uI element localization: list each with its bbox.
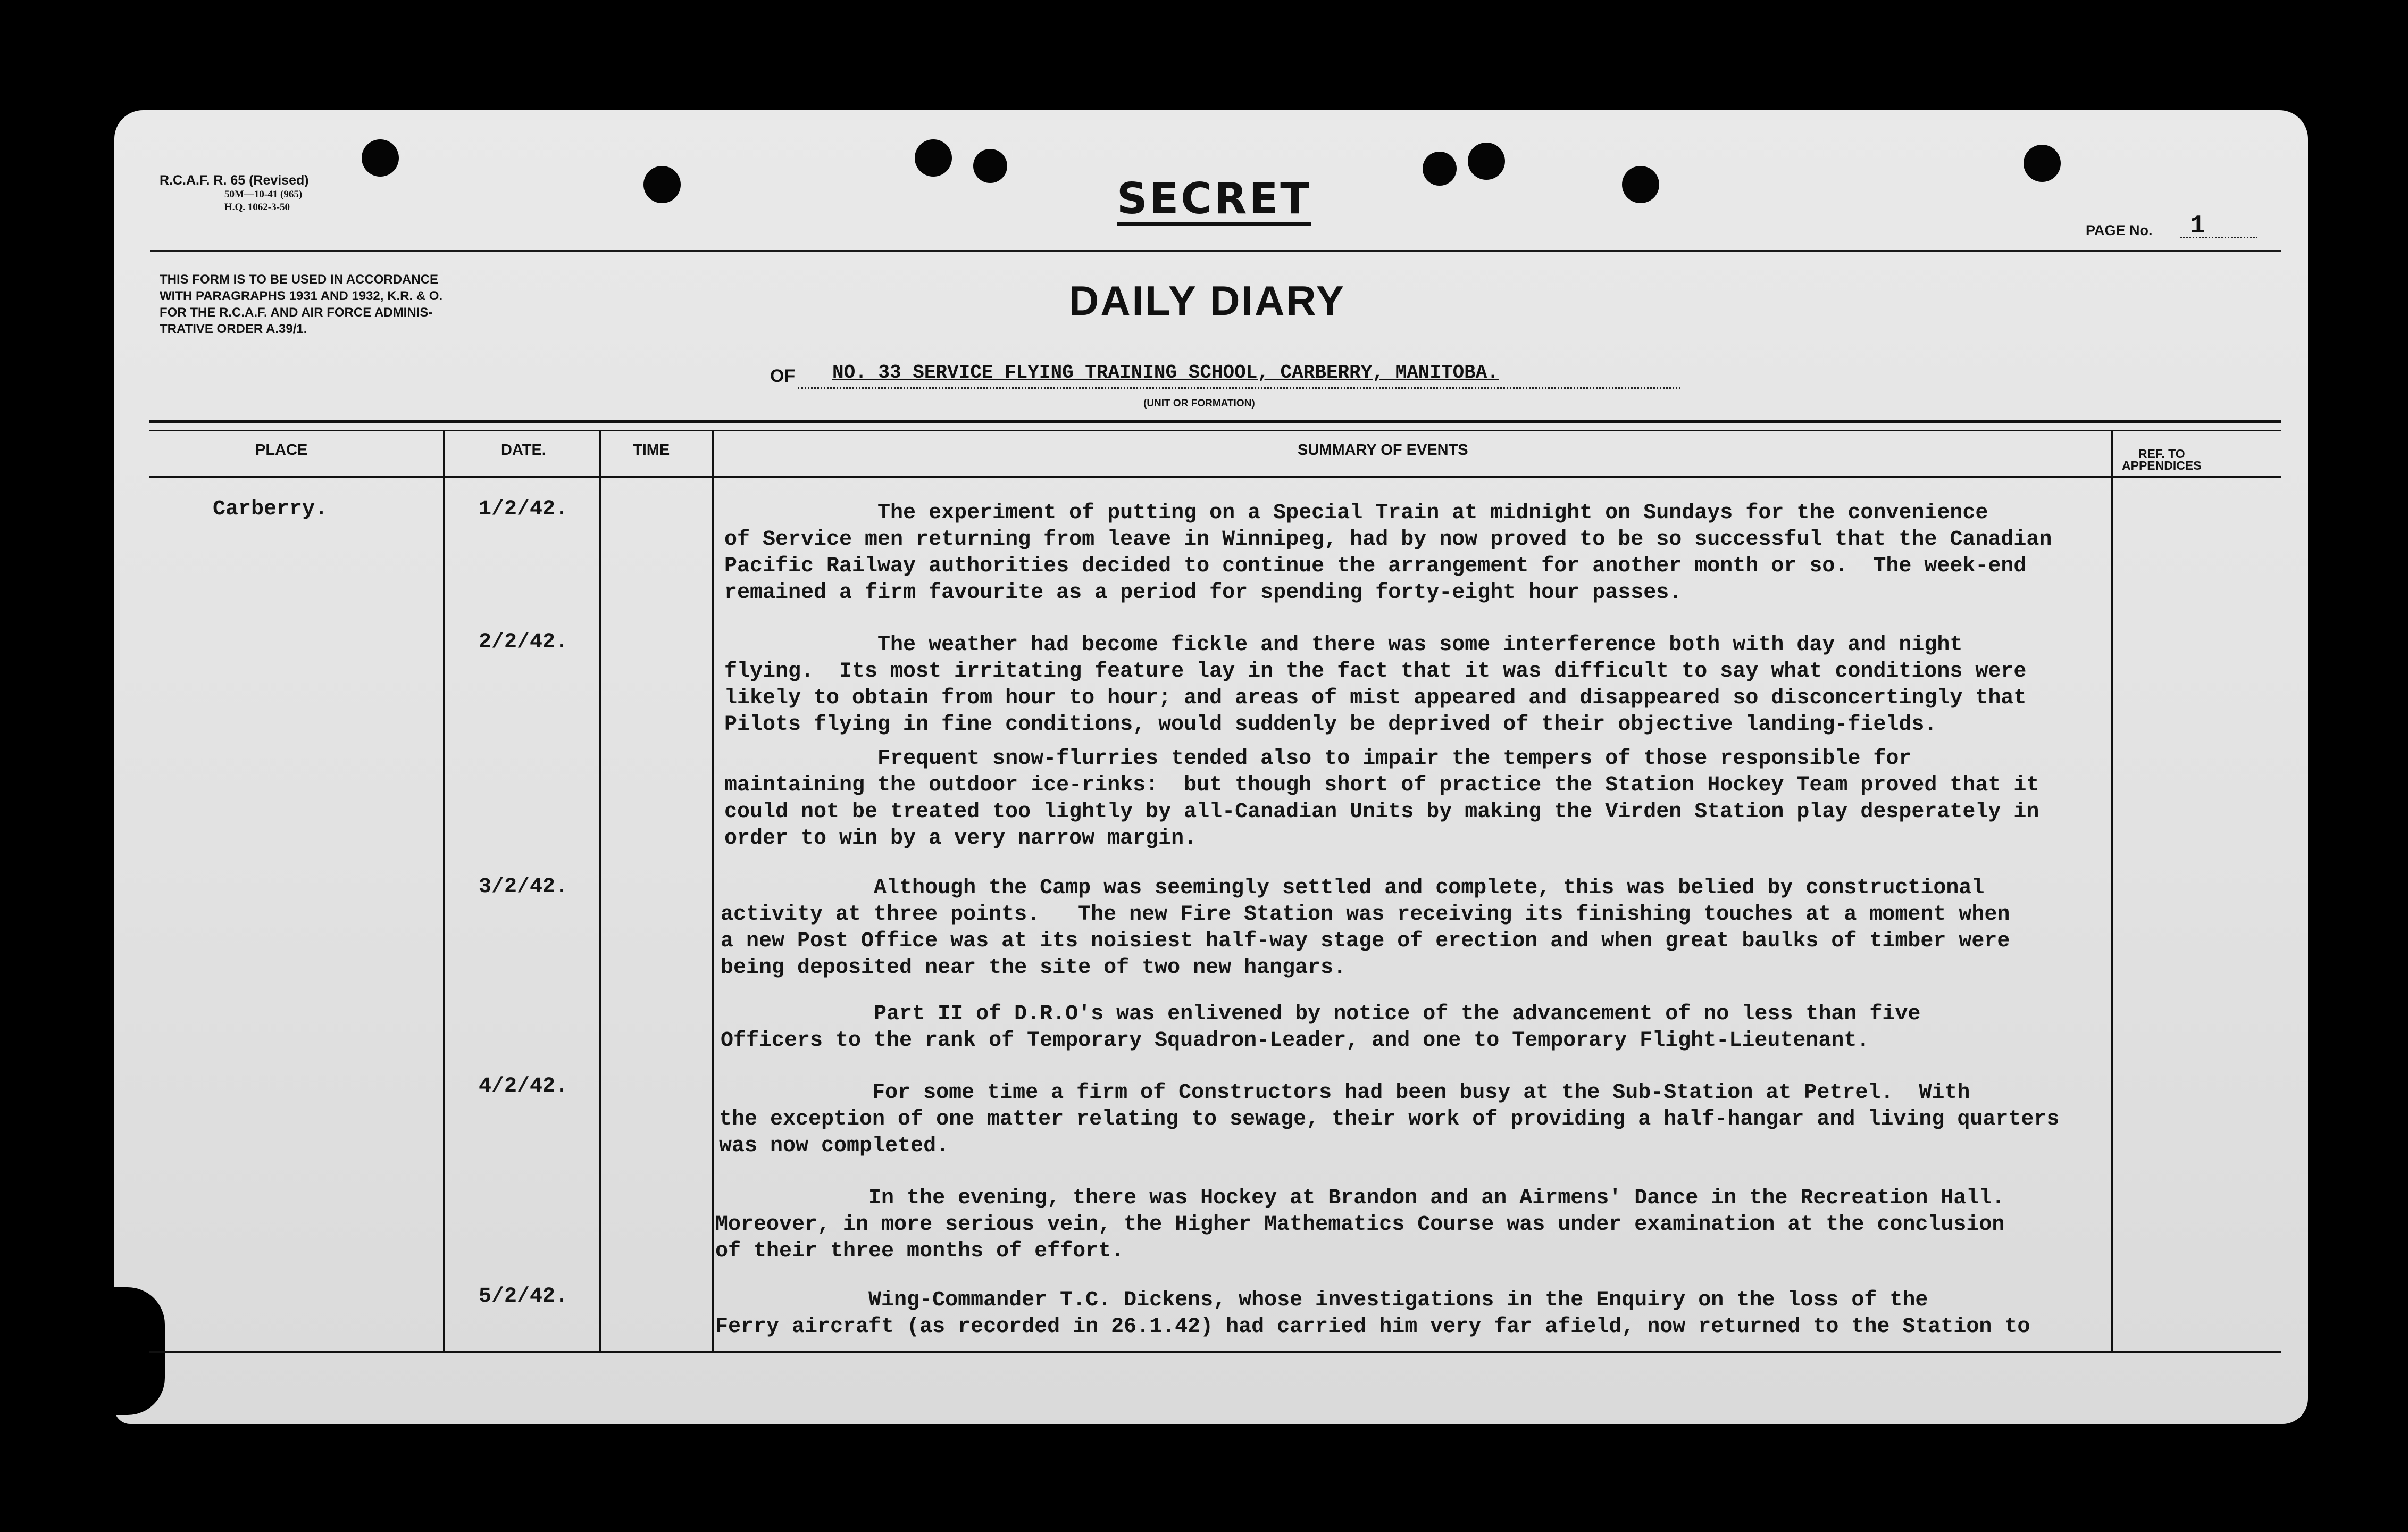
punch-hole — [915, 139, 952, 177]
column-divider — [2111, 430, 2113, 1353]
column-header-summary: SUMMARY OF EVENTS — [1298, 442, 1468, 459]
form-number: R.C.A.F. R. 65 (Revised) — [160, 173, 309, 188]
summary-line: was now completed. — [719, 1134, 949, 1158]
summary-line: Ferry aircraft (as recorded in 26.1.42) had carried him very far afield, now returned to the Station to — [715, 1315, 2030, 1339]
summary-line: Although the Camp was seemingly settled and complete, this was belied by constructional — [721, 876, 1985, 900]
page-number: 1 — [2190, 212, 2205, 240]
punch-hole — [362, 139, 399, 177]
date-entry: 3/2/42. — [479, 875, 568, 899]
summary-line: Officers to the rank of Temporary Squadron-Leader, and one to Temporary Flight-Lieutenant. — [721, 1029, 1870, 1053]
date-entry: 1/2/42. — [479, 497, 568, 521]
column-header-time: TIME — [633, 442, 670, 459]
punch-hole — [973, 149, 1007, 183]
summary-line: The weather had become fickle and there was some interference both with day and night — [724, 633, 1963, 657]
header-rule — [150, 250, 2281, 252]
column-divider — [443, 430, 445, 1353]
punch-hole — [2024, 145, 2061, 182]
summary-line: Pilots flying in fine conditions, would suddenly be deprived of their objective landing-fields. — [724, 713, 1937, 737]
column-header-place: PLACE — [255, 442, 308, 459]
instruction-line: WITH PARAGRAPHS 1931 AND 1932, K.R. & O. — [160, 289, 443, 303]
summary-line: of Service men returning from leave in Winnipeg, had by now proved to be so successful that the Canadian — [724, 528, 2052, 552]
document-title: DAILY DIARY — [1069, 277, 1345, 324]
summary-line: likely to obtain from hour to hour; and areas of mist appeared and disappeared so disconcertingly that — [724, 686, 2027, 710]
punch-hole — [1423, 152, 1457, 186]
punch-hole — [1468, 143, 1505, 180]
instruction-line: FOR THE R.C.A.F. AND AIR FORCE ADMINIS- — [160, 305, 433, 320]
summary-line: being deposited near the site of two new hangars. — [721, 956, 1347, 980]
unit-name: NO. 33 SERVICE FLYING TRAINING SCHOOL, CARBERRY, MANITOBA. — [832, 362, 1499, 384]
summary-line: the exception of one matter relating to sewage, their work of providing a half-hangar and living quarters — [719, 1108, 2060, 1131]
summary-line: For some time a firm of Constructors had been busy at the Sub-Station at Petrel. With — [719, 1081, 1970, 1105]
date-entry: 4/2/42. — [479, 1075, 568, 1098]
instruction-line: THIS FORM IS TO BE USED IN ACCORDANCE — [160, 272, 439, 287]
column-divider — [599, 430, 601, 1353]
column-header-ref — [2122, 448, 2202, 471]
unit-underline — [798, 387, 1680, 389]
table-header-rule — [149, 476, 2281, 478]
table-top-rule — [149, 420, 2281, 423]
summary-line: activity at three points. The new Fire Station was receiving its finishing touches at a moment when — [721, 903, 2010, 927]
table-top-rule-thin — [149, 430, 2281, 431]
page-number-label: PAGE No. — [2086, 222, 2153, 238]
punch-hole — [643, 166, 681, 203]
column-header-date: DATE. — [501, 442, 546, 459]
summary-line: order to win by a very narrow margin. — [724, 827, 1197, 851]
summary-line: Moreover, in more serious vein, the Higher Mathematics Course was under examination at the conclusion — [715, 1213, 2005, 1237]
punch-hole — [1622, 166, 1659, 203]
summary-line: The experiment of putting on a Special Train at midnight on Sundays for the convenience — [724, 501, 1988, 525]
instruction-line: TRATIVE ORDER A.39/1. — [160, 322, 307, 336]
unit-caption: (UNIT OR FORMATION) — [1143, 398, 1255, 409]
date-entry: 5/2/42. — [479, 1285, 568, 1309]
classification-stamp: SECRET — [1117, 176, 1311, 226]
summary-line: flying. Its most irritating feature lay in the fact that it was difficult to say what conditions were — [724, 660, 2027, 684]
form-instructions — [160, 271, 442, 337]
summary-line: maintaining the outdoor ice-rinks: but though short of practice the Station Hockey Team proved that it — [724, 773, 2039, 797]
summary-line: of their three months of effort. — [715, 1239, 1124, 1263]
summary-line: Part II of D.R.O's was enlivened by notice of the advancement of no less than five — [721, 1002, 1921, 1026]
place-entry: Carberry. — [213, 497, 328, 521]
summary-line: Frequent snow-flurries tended also to impair the tempers of those responsible for — [724, 747, 1912, 771]
hq-code: H.Q. 1062-3-50 — [224, 202, 290, 213]
summary-line: In the evening, there was Hockey at Brandon and an Airmens' Dance in the Recreation Hall. — [715, 1186, 2005, 1210]
ref-header-line: REF. TO — [2138, 447, 2185, 461]
summary-line: a new Post Office was at its noisiest half-way stage of erection and when great baulks of timber were — [721, 929, 2010, 953]
ref-header-line: APPENDICES — [2122, 459, 2202, 472]
summary-line: remained a firm favourite as a period for spending forty-eight hour passes. — [724, 581, 1682, 605]
form-reference — [160, 172, 309, 214]
date-entry: 2/2/42. — [479, 630, 568, 654]
of-label: OF — [770, 366, 796, 386]
summary-line: Wing-Commander T.C. Dickens, whose investigations in the Enquiry on the loss of the — [715, 1288, 1928, 1312]
summary-line: Pacific Railway authorities decided to continue the arrangement for another month or so. The week-end — [724, 554, 2027, 578]
column-divider — [712, 430, 714, 1353]
table-bottom-rule — [149, 1351, 2281, 1353]
summary-line: could not be treated too lightly by all-Canadian Units by making the Virden Station play desperately in — [724, 800, 2039, 824]
print-code: 50M—10-41 (965) — [224, 189, 303, 200]
